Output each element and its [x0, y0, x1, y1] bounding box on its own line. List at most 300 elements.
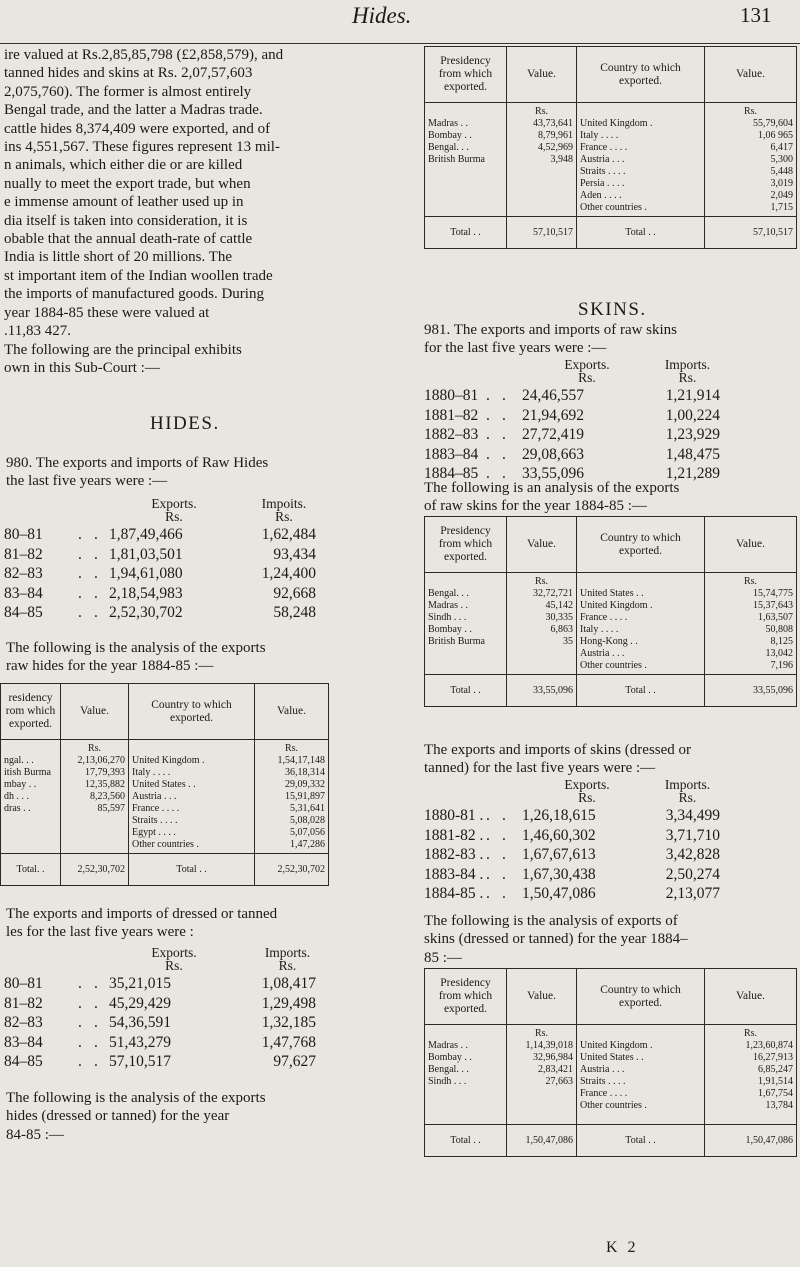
leader-dots: . — [94, 545, 98, 563]
cell-line: 2,13,06,270 — [77, 755, 125, 766]
year-row — [424, 445, 798, 465]
unit-label: Rs. — [743, 106, 758, 117]
leader-dots: . — [486, 406, 490, 424]
leader-dots: . — [78, 565, 82, 583]
paragraph-line: ins 4,551,567. These figures represent 13 mil- — [4, 139, 280, 156]
cell-line: Italy . . . . — [132, 767, 171, 778]
country-cell — [577, 103, 705, 217]
leader-dots: . — [78, 604, 82, 622]
cell-line: 1,67,754 — [758, 1088, 793, 1099]
dressed-hides-analysis-table — [424, 46, 797, 249]
year-row — [4, 584, 384, 604]
year-label: 1881–82 — [424, 406, 479, 424]
year-label: 1880-81 . — [424, 807, 484, 824]
analysis-table — [424, 46, 797, 249]
cell-line: Austria . . . — [580, 648, 625, 659]
intro-paragraph — [4, 46, 376, 377]
cell-line: 85,597 — [97, 803, 125, 814]
exports-value: 29,08,663 — [522, 445, 584, 463]
raw-skins-analysis-intro — [424, 479, 796, 516]
year-label: 80–81 — [4, 975, 43, 992]
year-label: 1883–84 — [424, 445, 479, 463]
value-cell — [507, 1025, 577, 1125]
column-header: Presidency from which exported. — [425, 47, 507, 103]
leader-dots: . — [502, 465, 506, 483]
paragraph-980 — [6, 454, 378, 491]
country-value-cell — [705, 573, 797, 675]
cell-line: 1,23,60,874 — [745, 1040, 793, 1051]
paragraph-line: The following is the analysis of the exports — [6, 1090, 266, 1106]
year-row — [4, 564, 384, 584]
country-cell — [577, 1025, 705, 1125]
spacer — [4, 743, 57, 755]
cell-line: 13,784 — [765, 1100, 793, 1111]
paragraph-line: e immense amount of leather used up in — [4, 194, 244, 211]
paragraph-line: 2,075,760). The former is almost entirely — [4, 83, 252, 100]
paragraph-981 — [424, 321, 796, 358]
cell-line: Persia . . . . — [580, 178, 625, 189]
cell-line: 17,79,393 — [85, 767, 125, 778]
total-value: 1,50,47,086 — [705, 1125, 797, 1157]
leader-dots: . — [502, 865, 506, 883]
leader-dots: . — [78, 1014, 82, 1032]
total-value: 33,55,096 — [705, 675, 797, 707]
leader-dots: . — [78, 975, 82, 992]
year-label: 80–81 — [4, 526, 43, 543]
unit-label: Rs. — [534, 576, 549, 587]
leader-dots: . — [94, 1033, 98, 1051]
cell-line: Bengal. . . — [428, 588, 469, 599]
cell-line: 2,83,421 — [538, 1064, 573, 1075]
cell-line: Aden . . . . — [580, 190, 622, 201]
paragraph-line: ire valued at Rs.2,85,85,798 (£2,858,579), and — [4, 47, 284, 63]
cell-line: United States . . — [132, 779, 196, 790]
cell-line: Other countries . — [580, 660, 647, 671]
exports-value: 54,36,591 — [109, 1014, 171, 1032]
raw-skins-analysis-table — [424, 516, 797, 707]
cell-line: Straits . . . . — [580, 166, 626, 177]
year-label: 1884-85 . — [424, 885, 484, 903]
cell-line: 55,79,604 — [753, 118, 793, 129]
cell-line: 30,335 — [545, 612, 573, 623]
exports-unit: Rs. — [165, 509, 183, 524]
cell-line: 1,63,507 — [758, 612, 793, 623]
year-row — [424, 386, 798, 406]
exports-value: 57,10,517 — [109, 1053, 171, 1071]
presidency-cell — [425, 1025, 507, 1125]
cell-line: Bengal. . . — [428, 142, 469, 153]
paragraph-line: The exports and imports of skins (dressed or — [424, 742, 692, 758]
exports-column-header: Exports. — [564, 777, 610, 792]
dressed-skins-analysis-intro — [424, 912, 796, 967]
year-row — [424, 406, 798, 426]
year-label: 1884–85 — [424, 465, 479, 483]
leader-dots: . — [94, 604, 98, 622]
imports-value: 58,248 — [273, 604, 316, 622]
spacer — [580, 1028, 701, 1040]
total-value: 2,52,30,702 — [255, 854, 329, 886]
exports-value: 1,67,67,613 — [522, 846, 596, 864]
year-row — [424, 425, 798, 445]
cell-line: 13,042 — [765, 648, 793, 659]
raw-hides-analysis-intro — [6, 639, 378, 676]
exports-column-header: Exports. — [151, 945, 197, 960]
total-label: Total . . — [425, 675, 507, 707]
cell-line: United Kingdom . — [580, 118, 653, 129]
country-cell — [577, 573, 705, 675]
analysis-table — [0, 683, 329, 886]
paragraph-line: obable that the annual death-rate of cattle — [4, 231, 253, 248]
paragraph-line: The following are the principal exhibits — [4, 341, 242, 358]
paragraph-line: of raw skins for the year 1884-85 :— — [424, 498, 647, 515]
cell-line: Austria . . . — [580, 1064, 625, 1075]
cell-line: Madras . . — [428, 600, 468, 611]
cell-line: 5,31,641 — [290, 803, 325, 814]
imports-value: 1,21,914 — [665, 387, 720, 404]
signature-mark: K 2 — [606, 1239, 639, 1256]
cell-line: Hong-Kong . . — [580, 636, 638, 647]
year-row — [4, 1013, 384, 1033]
imports-value: 97,627 — [273, 1053, 316, 1071]
year-label: 83–84 — [4, 1033, 43, 1051]
cell-line: France . . . . — [580, 1088, 628, 1099]
column-header: Country to which exported. — [577, 517, 705, 573]
leader-dots: . — [502, 387, 506, 404]
exports-column-header: Exports. — [151, 496, 197, 511]
cell-line: 6,85,247 — [758, 1064, 793, 1075]
imports-value: 2,13,077 — [665, 885, 720, 903]
exports-value: 1,67,30,438 — [522, 865, 596, 883]
country-value-cell — [705, 103, 797, 217]
running-title: Hides. — [352, 3, 412, 28]
paragraph-line: .11,83 427. — [4, 323, 71, 340]
unit-label: Rs. — [743, 1028, 758, 1039]
leader-dots: . — [78, 994, 82, 1012]
cell-line: Egypt . . . . — [132, 827, 176, 838]
leader-dots: . — [502, 826, 506, 844]
imports-column-header: Imports. — [664, 777, 711, 792]
unit-label: Rs. — [284, 743, 299, 754]
paragraph-line: raw hides for the year 1884-85 :— — [6, 658, 214, 675]
year-row — [4, 1033, 384, 1053]
cell-line: 45,142 — [545, 600, 573, 611]
imports-value: 3,42,828 — [665, 846, 720, 864]
country-cell — [129, 740, 255, 854]
leader-dots: . — [94, 975, 98, 992]
total-value: 2,52,30,702 — [61, 854, 129, 886]
leader-dots: . — [502, 445, 506, 463]
imports-value: 3,34,499 — [665, 807, 720, 824]
value-cell — [507, 103, 577, 217]
paragraph-line: the last five years were :— — [6, 473, 168, 490]
paragraph-line: The following is the analysis of the exports — [6, 640, 266, 656]
year-label: 82–83 — [4, 565, 43, 583]
paragraph-line: hides (dressed or tanned) for the year — [6, 1108, 230, 1125]
imports-unit: Rs. — [275, 509, 293, 524]
year-row — [4, 545, 384, 565]
dressed-hides-five-year-table — [4, 946, 384, 1072]
exports-value: 21,94,692 — [522, 406, 584, 424]
cell-line: Other countries . — [580, 202, 647, 213]
paragraph-line: tanned hides and skins at Rs. 2,07,57,603 — [4, 65, 253, 82]
total-value: 57,10,517 — [507, 217, 577, 249]
cell-line: 36,18,314 — [285, 767, 325, 778]
cell-line: 5,07,056 — [290, 827, 325, 838]
year-label: 1880–81 — [424, 387, 479, 404]
paragraph-line: les for the last five years were : — [6, 924, 194, 941]
paragraph-line: year 1884-85 these were valued at — [4, 304, 210, 321]
exports-value: 1,87,49,466 — [109, 526, 183, 543]
exports-value: 33,55,096 — [522, 465, 584, 483]
country-value-cell — [705, 1025, 797, 1125]
cell-line: Austria . . . — [580, 154, 625, 165]
dressed-hides-intro — [6, 905, 378, 942]
exports-column-header: Exports. — [564, 357, 610, 372]
cell-line: 1,91,514 — [758, 1076, 793, 1087]
total-label: Total. . — [1, 854, 61, 886]
imports-unit: Rs. — [678, 790, 697, 805]
column-header: Value. — [705, 47, 797, 103]
cell-line: United States . . — [580, 588, 644, 599]
imports-value: 1,00,224 — [665, 406, 720, 424]
leader-dots: . — [78, 1033, 82, 1051]
cell-line: 6,863 — [550, 624, 573, 635]
year-label: 84–85 — [4, 1053, 43, 1071]
cell-line: Italy . . . . — [580, 624, 619, 635]
cell-line: British Burma — [428, 636, 485, 647]
column-header: Value. — [507, 517, 577, 573]
leader-dots: . — [486, 826, 490, 844]
column-header: Value. — [61, 684, 129, 740]
header-rule — [0, 43, 800, 44]
year-label: 83–84 — [4, 584, 43, 602]
presidency-cell — [425, 103, 507, 217]
cell-line: dras . . — [4, 803, 31, 814]
exports-unit: Rs. — [578, 790, 596, 805]
cell-line: 8,23,560 — [90, 791, 125, 802]
leader-dots: . — [502, 426, 506, 444]
exports-value: 24,46,557 — [522, 387, 584, 404]
exports-value: 51,43,279 — [109, 1033, 171, 1051]
imports-value: 93,434 — [273, 545, 316, 563]
imports-value: 1,32,185 — [261, 1014, 316, 1032]
cell-line: Austria . . . — [132, 791, 177, 802]
presidency-cell — [425, 573, 507, 675]
leader-dots: . — [486, 885, 490, 903]
exports-value: 1,94,61,080 — [109, 565, 183, 583]
cell-line: 43,73,641 — [533, 118, 573, 129]
cell-line: Bombay . . — [428, 1052, 472, 1063]
total-label: Total . . — [577, 217, 705, 249]
imports-column-header: Imports. — [264, 945, 311, 960]
cell-line: 7,196 — [770, 660, 793, 671]
hides-heading: HIDES. — [150, 413, 220, 434]
cell-line: 1,54,17,148 — [277, 755, 325, 766]
cell-line: 5,300 — [770, 154, 793, 165]
year-label: 1881-82 . — [424, 826, 484, 844]
cell-line: Sindh . . . — [428, 1076, 467, 1087]
column-header: Value. — [507, 969, 577, 1025]
imports-value: 92,668 — [273, 584, 316, 602]
cell-line: 8,125 — [770, 636, 793, 647]
paragraph-line: 980. The exports and imports of Raw Hides — [6, 455, 269, 471]
paragraph-line: dia itself is taken into consideration, it is — [4, 212, 248, 229]
exports-value: 2,52,30,702 — [109, 604, 183, 622]
imports-value: 3,71,710 — [665, 826, 720, 844]
leader-dots: . — [486, 807, 490, 824]
exports-value: 2,18,54,983 — [109, 584, 183, 602]
cell-line: 1,47,286 — [290, 839, 325, 850]
year-row — [424, 865, 798, 885]
cell-line: United Kingdom . — [580, 600, 653, 611]
spacer — [428, 1028, 503, 1040]
total-value: 57,10,517 — [705, 217, 797, 249]
total-label: Total . . — [129, 854, 255, 886]
leader-dots: . — [94, 584, 98, 602]
spacer — [580, 576, 701, 588]
cell-line: Madras . . — [428, 118, 468, 129]
imports-unit: Rs. — [678, 370, 697, 385]
leader-dots: . — [502, 846, 506, 864]
imports-value: 1,21,289 — [665, 465, 720, 483]
page-number: 131 — [740, 3, 772, 27]
cell-line: 1,06 965 — [758, 130, 793, 141]
value-cell — [507, 573, 577, 675]
cell-line: 35 — [563, 636, 573, 647]
column-header: Country to which exported. — [577, 969, 705, 1025]
cell-line: Straits . . . . — [132, 815, 178, 826]
year-label: 82–83 — [4, 1014, 43, 1032]
unit-label: Rs. — [534, 106, 549, 117]
exports-unit: Rs. — [165, 958, 183, 973]
cell-line: 32,96,984 — [533, 1052, 573, 1063]
column-header: Presidency from which exported. — [425, 517, 507, 573]
paragraph-line: st important item of the Indian woollen trade — [4, 267, 273, 284]
skins-heading: SKINS. — [578, 299, 647, 320]
cell-line: Other countries . — [580, 1100, 647, 1111]
imports-value: 2,50,274 — [665, 865, 720, 883]
cell-line: itish Burma — [4, 767, 51, 778]
cell-line: Madras . . — [428, 1040, 468, 1051]
imports-value: 1,08,417 — [261, 975, 316, 992]
paragraph-line: India is little short of 20 millions. The — [4, 249, 233, 266]
value-cell — [61, 740, 129, 854]
imports-value: 1,62,484 — [261, 526, 316, 543]
year-row — [424, 826, 798, 846]
total-label: Total . . — [425, 1125, 507, 1157]
cell-line: 1,14,39,018 — [525, 1040, 573, 1051]
exports-value: 27,72,419 — [522, 426, 584, 444]
imports-column-header: Imports. — [664, 357, 711, 372]
leader-dots: . — [502, 807, 506, 824]
cell-line: 4,52,969 — [538, 142, 573, 153]
cell-line: Bombay . . — [428, 130, 472, 141]
analysis-table — [424, 516, 797, 707]
year-row — [4, 1052, 384, 1072]
paragraph-line: for the last five years were :— — [424, 340, 607, 357]
imports-value: 1,48,475 — [665, 445, 720, 463]
dressed-skins-five-year-table — [424, 778, 798, 904]
cell-line: 6,417 — [770, 142, 793, 153]
total-label: Total . . — [577, 675, 705, 707]
paragraph-line: 84-85 :— — [6, 1126, 64, 1143]
unit-label: Rs. — [87, 743, 102, 754]
year-label: 81–82 — [4, 545, 43, 563]
paragraph-line: skins (dressed or tanned) for the year 1884– — [424, 931, 688, 948]
imports-value: 1,24,400 — [261, 565, 316, 583]
leader-dots: . — [486, 865, 490, 883]
leader-dots: . — [502, 885, 506, 903]
cell-line: 3,019 — [770, 178, 793, 189]
year-label: 1882-83 . — [424, 846, 484, 864]
year-row — [4, 974, 384, 994]
cell-line: 50,808 — [765, 624, 793, 635]
year-row — [4, 994, 384, 1014]
cell-line: 32,72,721 — [533, 588, 573, 599]
country-value-cell — [255, 740, 329, 854]
paragraph-line: tanned) for the last five years were :— — [424, 760, 656, 777]
cell-line: France . . . . — [580, 142, 628, 153]
leader-dots: . — [94, 526, 98, 543]
paragraph-line: 85 :— — [424, 949, 462, 966]
cell-line: United States . . — [580, 1052, 644, 1063]
year-row — [4, 525, 384, 545]
imports-value: 1,23,929 — [665, 426, 720, 444]
column-header: Presidency from which exported. — [425, 969, 507, 1025]
column-header: residency rom which exported. — [1, 684, 61, 740]
cell-line: 15,37,643 — [753, 600, 793, 611]
total-value: 33,55,096 — [507, 675, 577, 707]
cell-line: 16,27,913 — [753, 1052, 793, 1063]
total-label: Total . . — [577, 1125, 705, 1157]
year-label: 81–82 — [4, 994, 43, 1012]
paragraph-line: The exports and imports of dressed or tanned — [6, 906, 278, 922]
exports-value: 1,46,60,302 — [522, 826, 596, 844]
leader-dots: . — [78, 1053, 82, 1071]
spacer — [428, 576, 503, 588]
cell-line: 8,79,961 — [538, 130, 573, 141]
cell-line: 27,663 — [545, 1076, 573, 1087]
leader-dots: . — [486, 445, 490, 463]
cell-line: 15,74,775 — [753, 588, 793, 599]
cell-line: Straits . . . . — [580, 1076, 626, 1087]
column-header: Value. — [507, 47, 577, 103]
leader-dots: . — [78, 526, 82, 543]
cell-line: 1,715 — [770, 202, 793, 213]
exports-value: 1,81,03,501 — [109, 545, 183, 563]
raw-skins-five-year-table — [424, 358, 798, 484]
cell-line: Bengal. . . — [428, 1064, 469, 1075]
cell-line: Bombay . . — [428, 624, 472, 635]
exports-value: 1,26,18,615 — [522, 807, 596, 824]
imports-unit: Rs. — [278, 958, 297, 973]
cell-line: 12,35,882 — [85, 779, 125, 790]
raw-hides-analysis-table — [0, 683, 329, 886]
cell-line: United Kingdom . — [580, 1040, 653, 1051]
leader-dots: . — [486, 846, 490, 864]
year-row — [424, 845, 798, 865]
exports-value: 45,29,429 — [109, 994, 171, 1012]
paragraph-line: Bengal trade, and the latter a Madras trade. — [4, 102, 263, 119]
exports-unit: Rs. — [578, 370, 596, 385]
column-header: Value. — [705, 517, 797, 573]
year-row — [4, 603, 384, 623]
column-header: Country to which exported. — [129, 684, 255, 740]
cell-line: ngal. . . — [4, 755, 34, 766]
exports-value: 1,50,47,086 — [522, 885, 596, 903]
cell-line: 5,08,028 — [290, 815, 325, 826]
cell-line: Sindh . . . — [428, 612, 467, 623]
